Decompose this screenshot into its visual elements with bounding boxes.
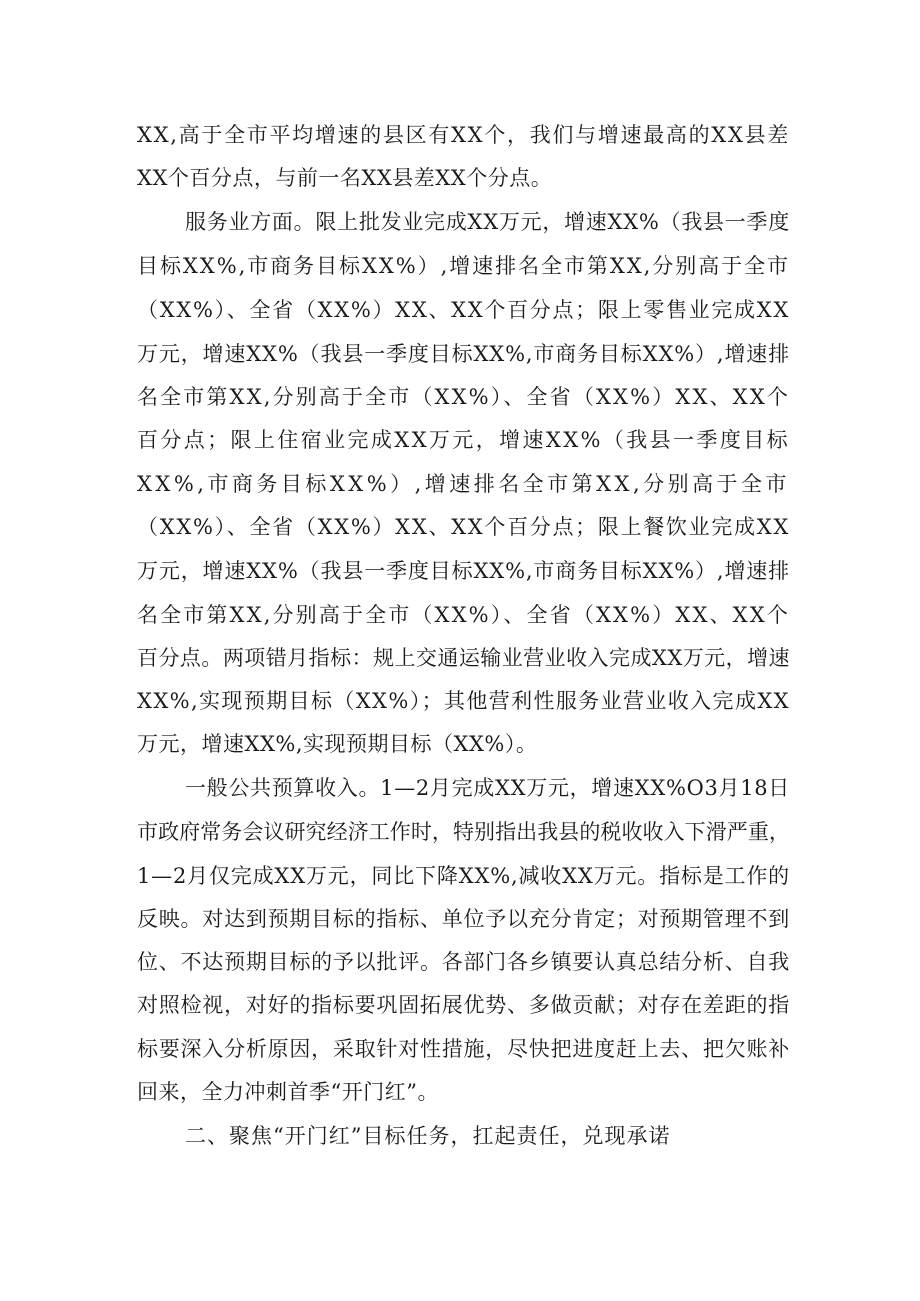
text-line: 万元，增速XX%（我县一季度目标XX%,市商务目标XX%）,增速排 [137,342,790,366]
paragraph-first-line: 一般公共预算收入。1—2月完成XX万元，增速XX%O3月18日 [185,776,790,800]
text-line: 标要深入分析原因，采取针对性措施，尽快把进度赶上去、把欠账补 [137,1037,790,1061]
text-line: 百分点。两项错月指标：规上交通运输业营业收入完成XX万元，增速 [137,646,790,670]
text-line: XX个百分点，与前一名XX县差XX个分点。 [137,166,553,190]
text-line: 市政府常务会议研究经济工作时，特别指出我县的税收收入下滑严重， [137,820,790,844]
text-line: 反映。对达到预期目标的指标、单位予以充分肯定；对预期管理不到 [137,907,790,931]
text-line: 1—2月仅完成XX万元，同比下降XX%,减收XX万元。指标是工作的 [137,864,790,888]
text-line: 名全市第XX,分别高于全市（XX%）、全省（XX%）XX、XX个 [137,603,790,627]
paragraph-first-line: 服务业方面。限上批发业完成XX万元，增速XX%（我县一季度 [185,210,790,234]
text-line: （XX%）、全省（XX%）XX、XX个百分点；限上零售业完成XX [137,298,790,322]
text-line: 名全市第XX,分别高于全市（XX%）、全省（XX%）XX、XX个 [137,385,790,409]
text-line: XX%,市商务目标XX%）,增速排名全市第XX,分别高于全市 [137,472,790,496]
text-line: （XX%）、全省（XX%）XX、XX个百分点；限上餐饮业完成XX [137,515,790,539]
text-line: 对照检视，对好的指标要巩固拓展优势、多做贡献；对存在差距的指 [137,993,790,1017]
section-heading: 二、聚焦“开门红”目标任务，扛起责任，兑现承诺 [185,1124,671,1148]
text-line: 目标XX%,市商务目标XX%）,增速排名全市第XX,分别高于全市 [137,254,790,278]
text-line: 回来，全力冲刺首季“开门红”。 [137,1080,439,1104]
text-line: XX,高于全市平均增速的县区有XX个，我们与增速最高的XX县差 [137,123,790,147]
text-line: 百分点；限上住宿业完成XX万元，增速XX%（我县一季度目标 [137,428,790,452]
text-line: 位、不达预期目标的予以批评。各部门各乡镇要认真总结分析、自我 [137,950,790,974]
text-line: 万元，增速XX%（我县一季度目标XX%,市商务目标XX%）,增速排 [137,559,790,583]
text-line: XX%,实现预期目标（XX%）；其他营利性服务业营业收入完成XX [137,689,790,713]
text-line: 万元，增速XX%,实现预期目标（XX%）。 [137,732,538,756]
